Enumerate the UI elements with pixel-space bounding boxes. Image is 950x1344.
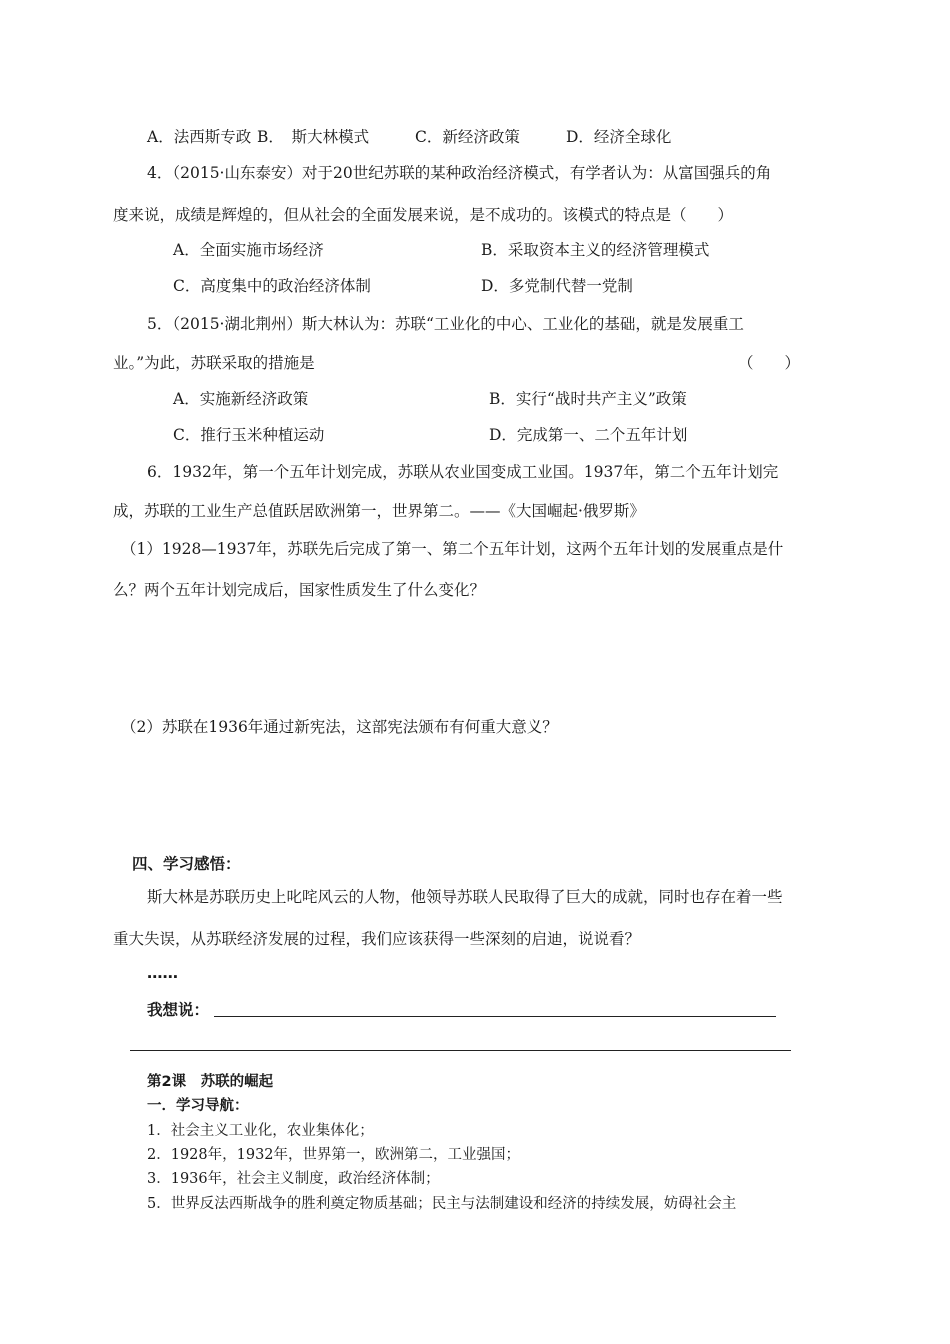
q6-stem-line2: 成，苏联的工业生产总值跃居欧洲第一，世界第二。——《大国崛起·俄罗斯》 [113,502,645,520]
answers-item: 1．社会主义工业化，农业集体化； [147,1123,374,1139]
answers-item: 2．1928年，1932年，世界第一，欧洲第二，工业强国； [147,1147,521,1163]
answers-item: 3．1936年，社会主义制度，政治经济体制； [147,1171,440,1187]
q5-answer-bracket: （ ） [738,354,801,372]
q4-option-a: A．全面实施市场经济 [173,241,324,259]
q3-option-a: A．法西斯专政 [147,128,252,146]
answers-subtitle: 一．学习导航： [147,1098,249,1114]
section4-ellipsis: …… [147,964,178,982]
q4-stem-line1: 4．（2015·山东泰安）对于20世纪苏联的某种政治经济模式，有学者认为：从富国强兵的角 [147,164,772,182]
q5-option-d: D．完成第一、二个五年计划 [489,426,688,444]
q5-option-b: B．实行“战时共产主义”政策 [489,390,687,408]
section4-para-line2: 重大失误，从苏联经济发展的过程，我们应该获得一些深刻的启迪，说说看？ [113,930,641,948]
q5-stem-line1: 5．（2015·湖北荆州）斯大林认为：苏联“工业化的中心、工业化的基础，就是发展重工 [147,315,744,333]
answer-underline-1[interactable] [214,1016,776,1017]
q6-sub1-line1: （1）1928—1937年，苏联先后完成了第一、第二个五年计划，这两个五年计划的发展重点是什 [121,540,784,558]
answer-underline-2[interactable] [130,1050,791,1051]
q3-option-c: C．新经济政策 [415,128,520,146]
q4-option-c: C．高度集中的政治经济体制 [173,277,371,295]
q6-sub2: （2）苏联在1936年通过新宪法，这部宪法颁布有何重大意义？ [121,718,558,736]
answers-lesson-title: 第2课 苏联的崛起 [147,1074,274,1090]
q6-stem-line1: 6．1932年，第一个五年计划完成，苏联从农业国变成工业国。1937年，第二个五年计划完 [147,463,779,481]
q4-option-b: B．采取资本主义的经济管理模式 [481,241,710,259]
q4-option-d: D．多党制代替一党制 [481,277,633,295]
section4-para-line1: 斯大林是苏联历史上叱咤风云的人物，他领导苏联人民取得了巨大的成就，同时也存在着一些 [147,888,783,906]
q5-option-a: A．实施新经济政策 [173,390,309,408]
section4-prompt: 我想说： [147,1001,210,1019]
q5-stem-line2: 业。”为此，苏联采取的措施是 [113,354,315,372]
q6-sub1-line2: 么？两个五年计划完成后，国家性质发生了什么变化？ [113,581,486,599]
q3-option-b: B． 斯大林模式 [257,128,370,146]
q4-stem-line2: 度来说，成绩是辉煌的，但从社会的全面发展来说，是不成功的。该模式的特点是（ ） [113,206,734,224]
q3-option-d: D．经济全球化 [566,128,672,146]
q5-option-c: C．推行玉米种植运动 [173,426,325,444]
section4-heading: 四、学习感悟： [132,855,241,873]
answers-item: 5．世界反法西斯战争的胜利奠定物质基础；民主与法制建设和经济的持续发展，妨碍社会主 [147,1196,737,1212]
